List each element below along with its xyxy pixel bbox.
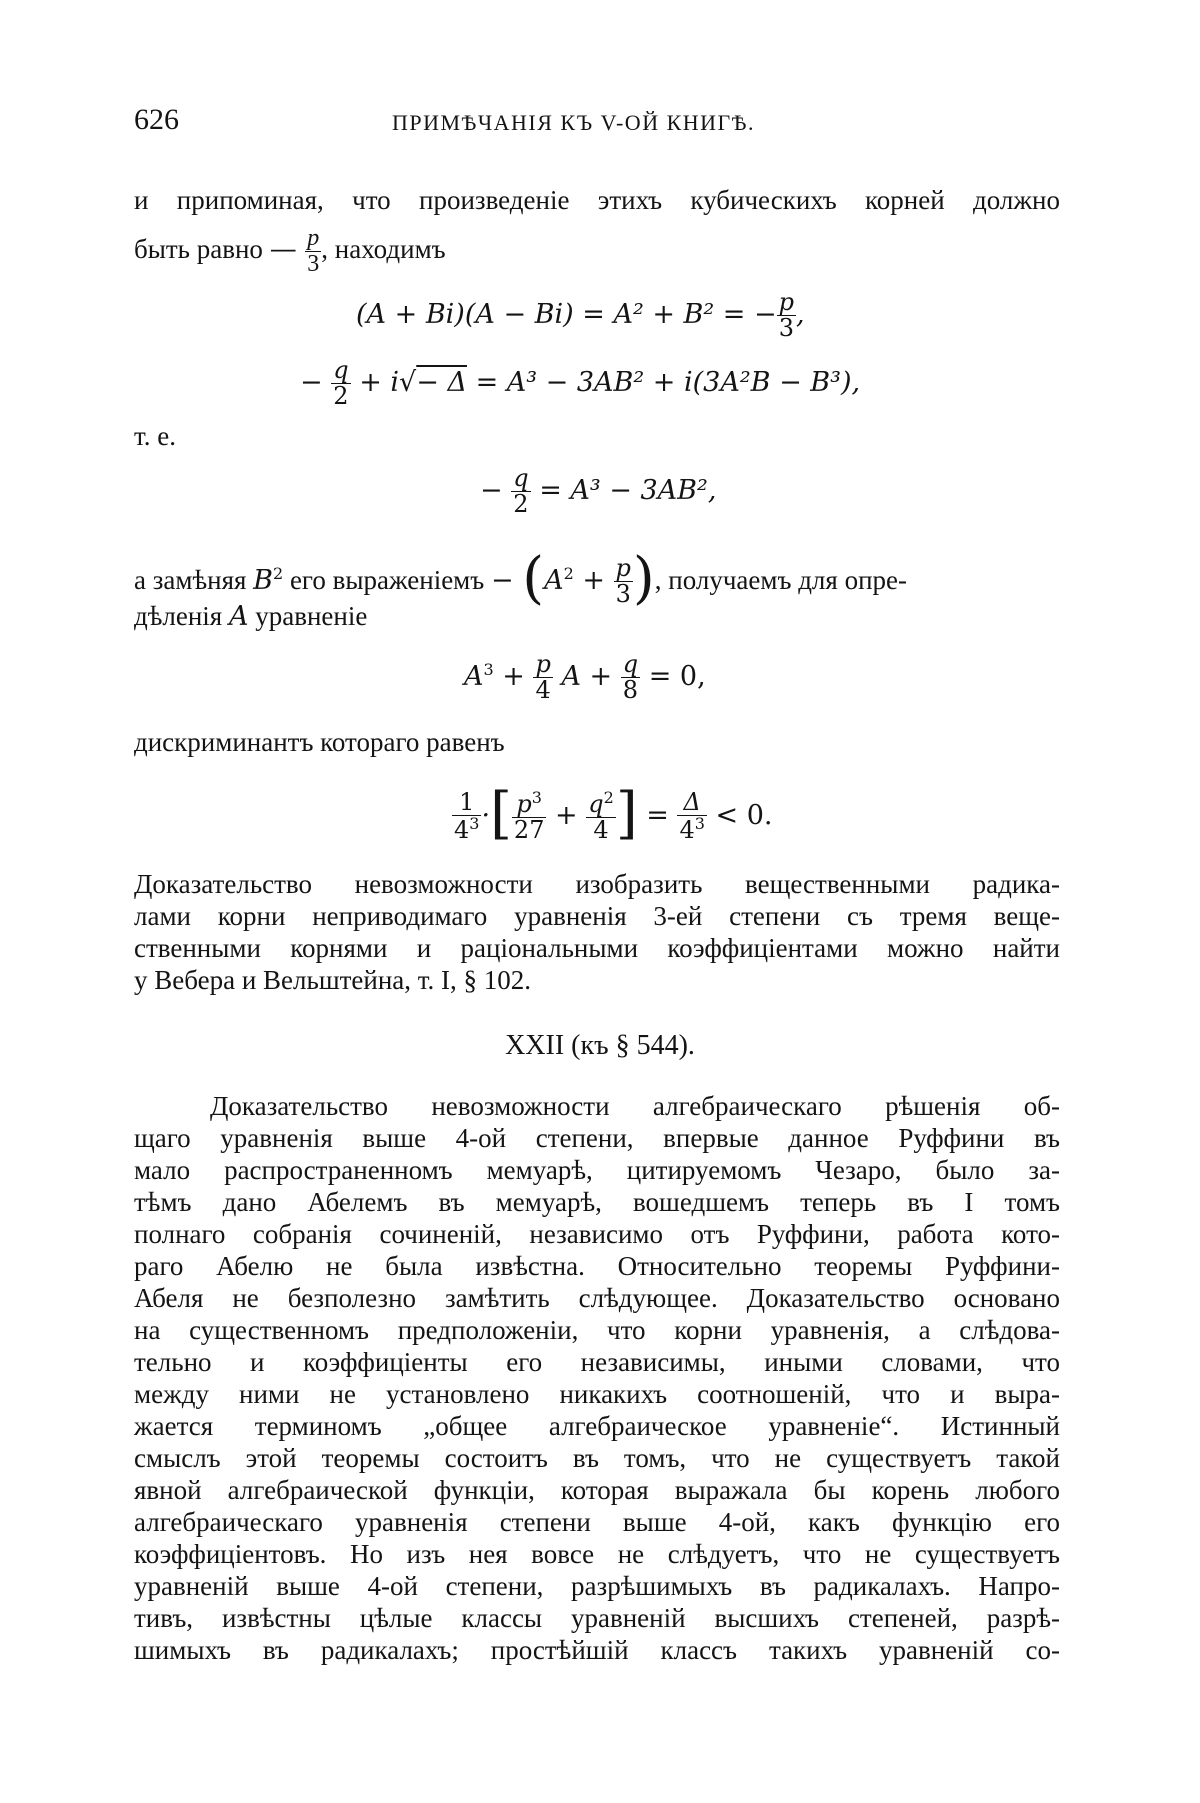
paragraph-2-line: коэффиціентовъ. Но изъ нея вовсе не слѣдуетъ, что не существуетъ bbox=[134, 1539, 1060, 1569]
replace-line-2: дѣленія A уравненіе bbox=[134, 601, 368, 632]
paragraph-1-line-4: у Вебера и Вельштейна, т. I, § 102. bbox=[134, 965, 532, 995]
equation-product-of-roots: (A + Bi)(A − Bi) = A² + B² = − $\frac{p}{3}$ , bbox=[356, 288, 805, 343]
equation-cube-expansion: − $\frac{q}{2}$ + i√− Δ = A³ − 3AB² + i(3A²B − B³), bbox=[300, 356, 861, 411]
fraction-p-over-3: $\frac{p}{3}$ bbox=[307, 225, 320, 278]
paragraph-2-line: тельно и коэффиціенты его независимы, иными словами, что bbox=[134, 1347, 1060, 1377]
paragraph-2-line: уравненій выше 4-ой степени, разрѣшимыхъ въ радикалахъ. Напро- bbox=[134, 1571, 1060, 1601]
paragraph-2-line: шимыхъ въ радикалахъ; простѣйшій классъ такихъ уравненій со- bbox=[134, 1635, 1060, 1665]
te-label: т. е. bbox=[134, 421, 177, 451]
paragraph-2-line: полнаго собранія сочиненій, независимо отъ Руффини, работа кото- bbox=[134, 1219, 1060, 1249]
intro-line-2-end: , находимъ bbox=[321, 233, 446, 264]
paragraph-2-line: щаго уравненія выше 4-ой степени, впервые данное Руффини въ bbox=[134, 1123, 1060, 1153]
intro-line-2-start: быть равно bbox=[134, 233, 263, 264]
paragraph-1-line-1: Доказательство невозможности изобразить вещественными радика- bbox=[134, 869, 1060, 899]
paragraph-2-line: тѣмъ дано Абелемъ въ мемуарѣ, вошедшемъ теперь въ I томъ bbox=[134, 1187, 1060, 1217]
replace-line-1-mid: его выраженіемъ bbox=[289, 565, 485, 596]
paragraph-2-line: между ними не установлено никакихъ соотношеній, что и выра- bbox=[134, 1379, 1060, 1409]
equation-4-tail: = 0, bbox=[648, 661, 706, 693]
replace-line-1-end: , получаемъ для опре- bbox=[654, 565, 907, 596]
paragraph-2-line: Доказательство невозможности алгебраическаго рѣшенія об- bbox=[210, 1091, 1060, 1121]
intro-line-1 bbox=[134, 184, 1060, 216]
intro-line-1-text: и припоминая, что произведеніе этихъ кубическихъ корней должно bbox=[134, 185, 1060, 215]
equation-discriminant: $\frac{1}{4^3}$ ·[ $\frac{p^3}{27}$ + $\frac{q^2}{4}$ ] = $\frac{\Delta}{4^3}$ < 0. bbox=[454, 781, 773, 847]
paragraph-1-line-2: лами корни неприводимаго уравненія 3-ей степени съ тремя веще- bbox=[134, 901, 1060, 931]
equation-cubic-in-A: $A^3$ + $\frac{p}{4}$ A + $\frac{q}{8}$ = 0, bbox=[464, 650, 706, 705]
paragraph-2-line: смыслъ этой теоремы состоитъ въ томъ, что не существуетъ такой bbox=[134, 1443, 1060, 1473]
replace-line-1-start: а замѣняя bbox=[134, 565, 247, 596]
replace-line-1: а замѣняя $B^2$ его выраженіемъ − ($A^2$ + $\frac{p}{3}$ ), получаемъ для опре- bbox=[134, 546, 907, 612]
paragraph-2-line: мало распространенномъ мемуарѣ, цитируемомъ Чезаро, было за- bbox=[134, 1155, 1060, 1185]
replace-line-2-end: уравненіе bbox=[255, 601, 368, 631]
paragraph-2-line: тивъ, извѣстны цѣлые классы уравненій высшихъ степеней, разрѣ- bbox=[134, 1603, 1060, 1633]
intro-line-2: быть равно — $\frac{p}{3}$ , находимъ bbox=[134, 225, 446, 278]
equation-1-lhs: (A + Bi)(A − Bi) = A² + B² = − bbox=[356, 299, 777, 331]
replace-line-2-start: дѣленія bbox=[134, 601, 223, 631]
page-number: 626 bbox=[134, 103, 179, 136]
paragraph-2-line: алгебраическаго уравненія степени выше 4-ой, какъ функцію его bbox=[134, 1507, 1060, 1537]
equation-real-part: − $\frac{q}{2}$ = A³ − 3AB², bbox=[480, 464, 717, 519]
equation-3-rhs: = A³ − 3AB², bbox=[539, 475, 717, 507]
discriminant-label: дискриминантъ котораго равенъ bbox=[134, 727, 505, 757]
equation-5-tail: < 0. bbox=[715, 800, 773, 832]
paragraph-2-line: Абеля не безполезно замѣтить слѣдующее. Доказательство основано bbox=[134, 1283, 1060, 1313]
running-title: ПРИМѢЧАНІЯ КЪ V-ОЙ КНИГѢ. bbox=[392, 110, 756, 135]
paragraph-2-line: явной алгебраической функціи, которая выражала бы корень любого bbox=[134, 1475, 1060, 1505]
equation-2-rhs: = A³ − 3AB² + i(3A²B − B³), bbox=[475, 367, 861, 399]
paragraph-1-line-3: ственными корнями и раціональными коэффиціентами можно найти bbox=[134, 933, 1060, 963]
paragraph-2-line: раго Абелю не была извѣстна. Относительно теоремы Руффини- bbox=[134, 1251, 1060, 1281]
paragraph-2-line: жается терминомъ „общее алгебраическое уравненіе“. Истинный bbox=[134, 1411, 1060, 1441]
paragraph-2-line: на существенномъ предположеніи, что корни уравненія, а слѣдова- bbox=[134, 1315, 1060, 1345]
section-heading: XXII (къ § 544). bbox=[505, 1030, 695, 1061]
